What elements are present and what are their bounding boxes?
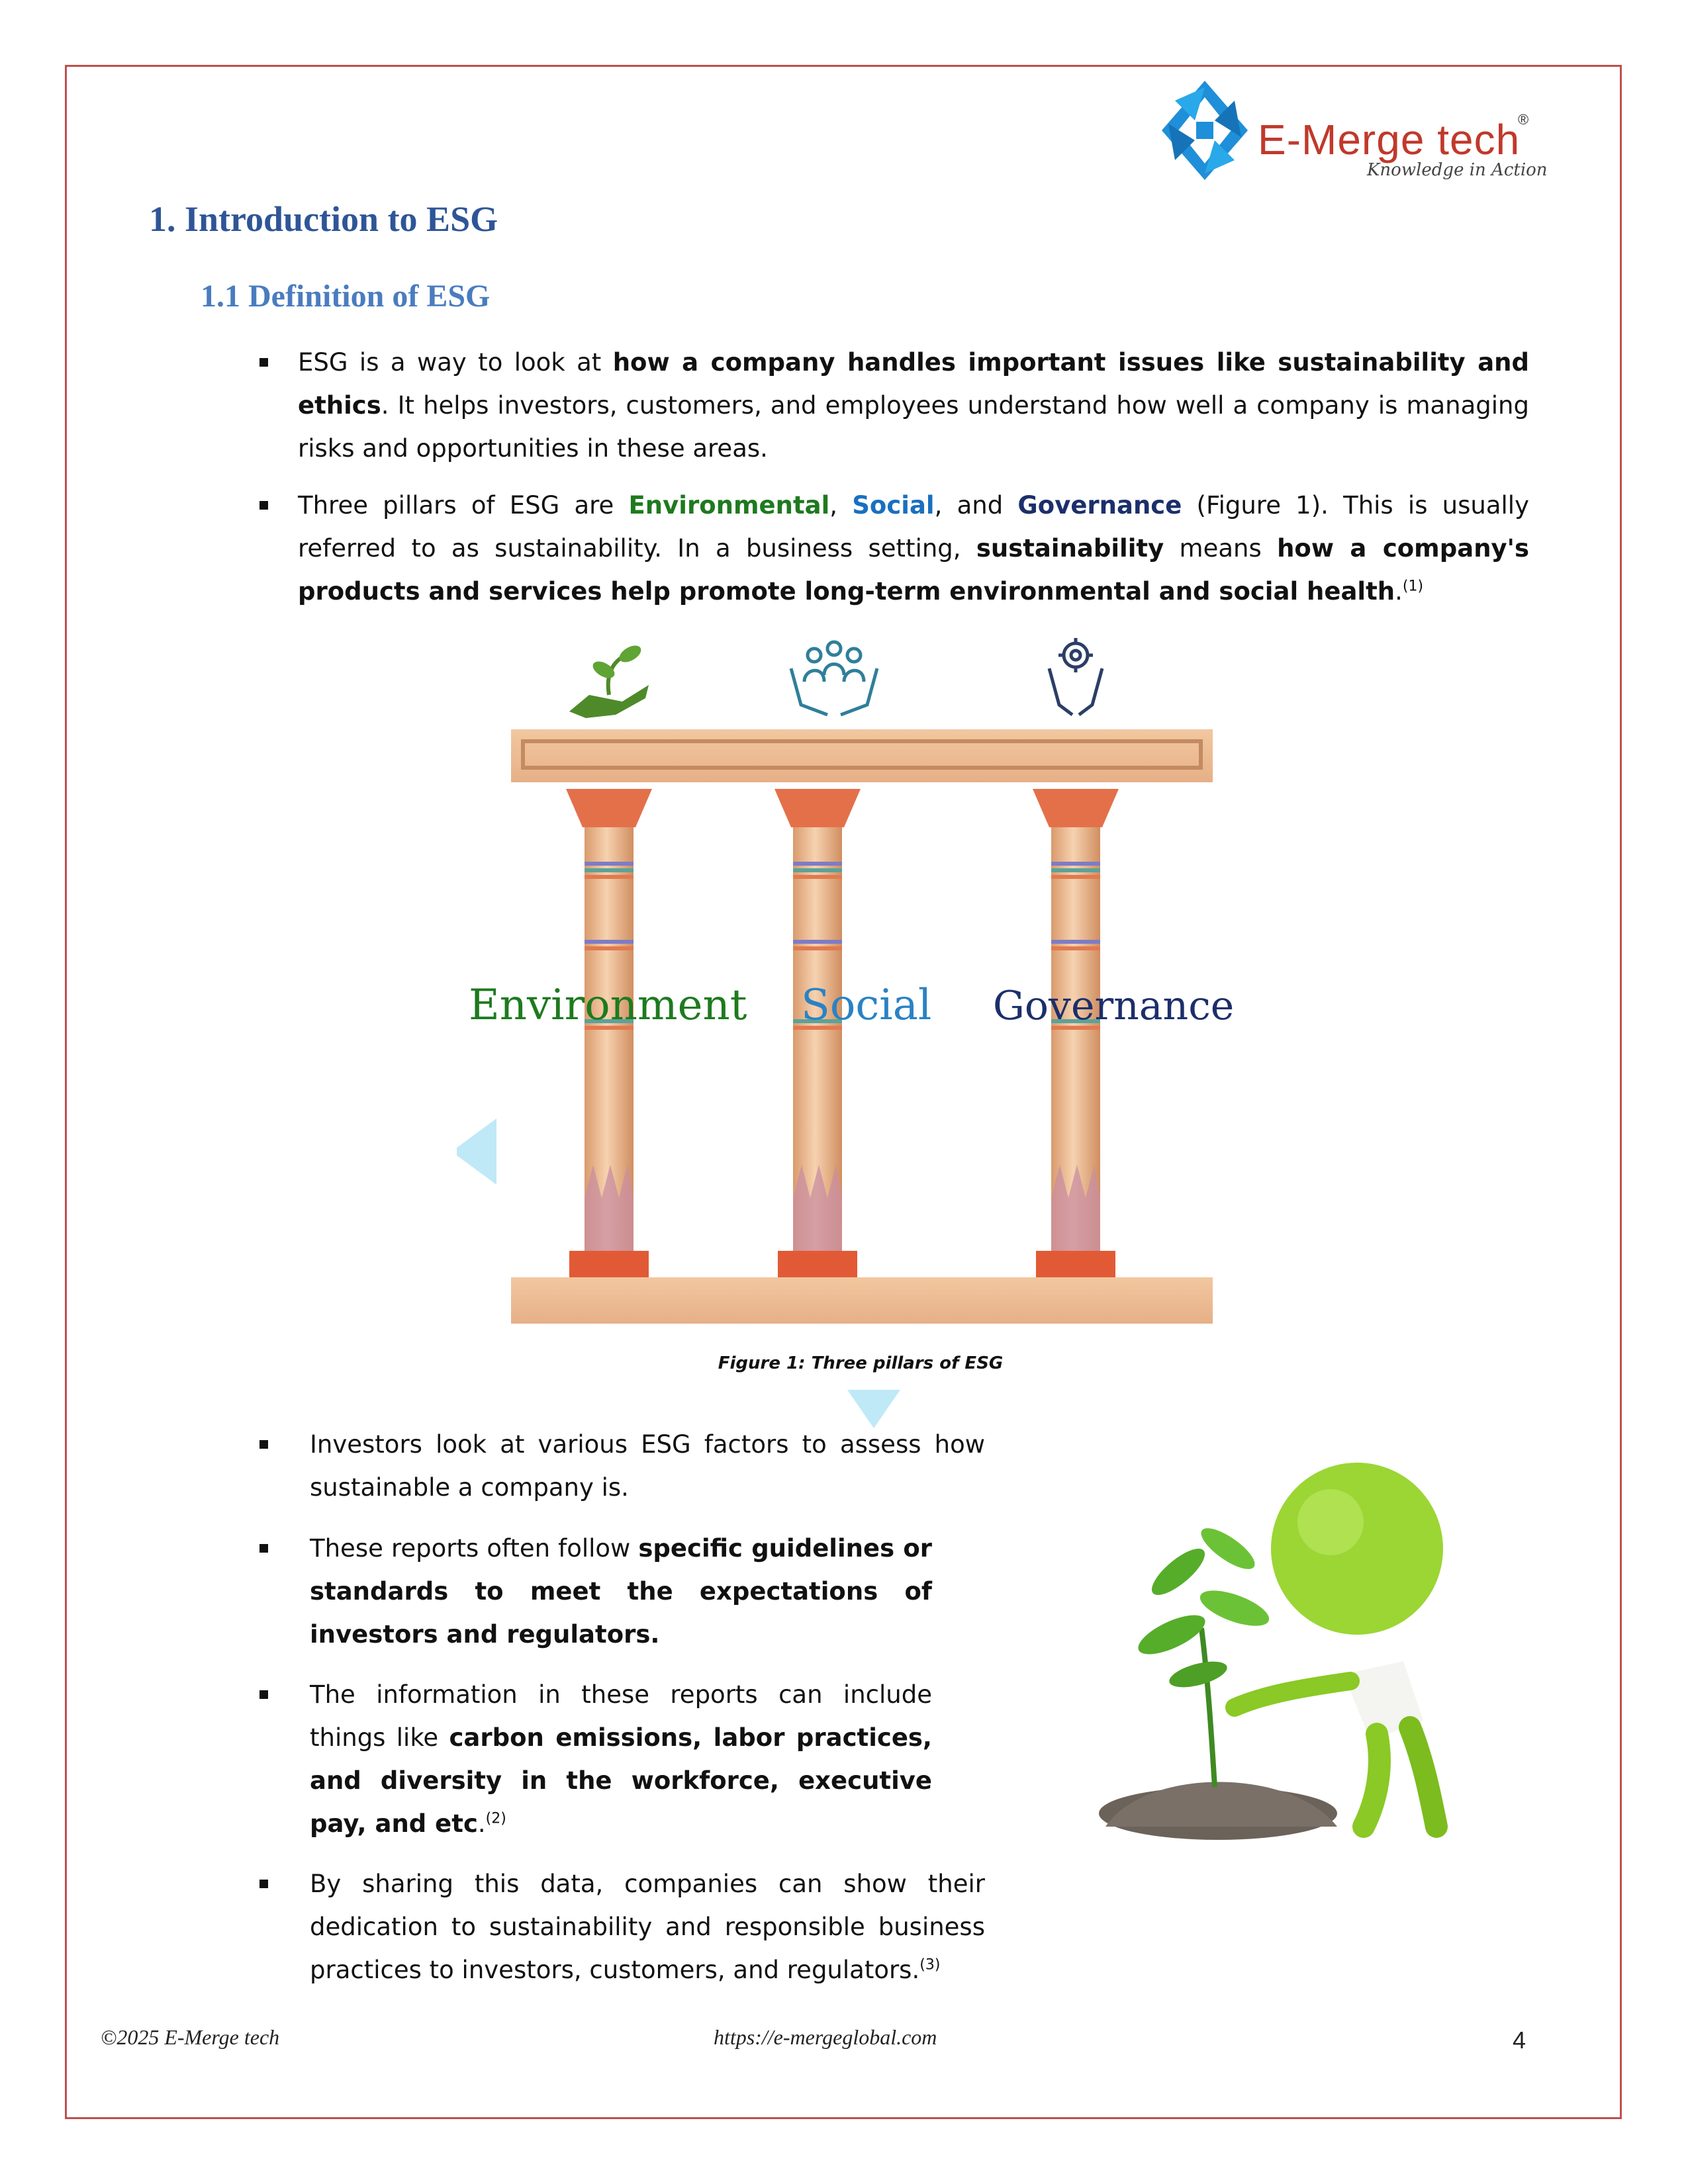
bullet-marker [259,1690,268,1699]
bullet-marker [259,1880,268,1888]
text: . [477,1809,486,1838]
emphasis: how a company's products and services help promote long-term environmental and social health [298,534,1529,606]
logo-mark-icon [1155,74,1254,187]
pillar-label-governance: Governance [993,983,1235,1029]
emphasis: sustainability [976,534,1164,563]
pillar-governance [1033,789,1119,1277]
text: ESG is a way to look at [298,348,613,377]
people-in-hands-icon [791,642,877,715]
pillar-label-social: Social [801,981,932,1030]
emphasis: how a company handles important issues like sustainability and ethics [298,348,1529,420]
bullet-sharing-data [310,1862,985,1991]
text: means [1164,534,1278,563]
governance-term: Governance [1017,491,1182,520]
reference: (1) [1402,578,1424,595]
footer-url[interactable]: https://e-mergeglobal.com [714,2025,937,2049]
bullet-investors [310,1423,985,1509]
text: The information in these reports can include things like [310,1680,932,1752]
text: Three pillars of ESG are [298,491,629,520]
footer-copyright: ©2025 E-Merge tech [101,2025,280,2049]
gear-in-hands-icon [1049,638,1102,715]
bullet-marker [259,358,268,367]
section-heading: 1. Introduction to ESG [149,199,498,239]
page-number: 4 [1513,2026,1526,2054]
environmental-term: Environmental [628,491,830,520]
text: , [829,491,853,520]
plant-in-hand-icon [569,642,649,718]
bullet-report-info [310,1673,932,1845]
bullet-marker [259,501,268,510]
pillar-label-environment: Environment [469,981,747,1030]
bullet-pillars [298,484,1529,613]
text: By sharing this data, companies can show their dedication to sustainability and responsible business practices to investors, customers, and regulators. [310,1870,985,1984]
logo-tagline: Knowledge in Action [1367,160,1548,180]
pillar-environment [566,789,652,1277]
text: , and [934,491,1018,520]
person-planting-sapling-image [1092,1456,1503,1866]
bullet-marker [259,1440,268,1449]
figure-caption: Figure 1: Three pillars of ESG [718,1353,1004,1373]
text: (Figure 1). This is usually referred to as sustainability. In a business setting, [298,491,1529,563]
text: Investors look at various ESG factors to assess how sustainable a company is. [310,1430,985,1502]
emphasis: specific guidelines or standards to meet the expectations of investors and regulators. [310,1534,932,1649]
bullet-definition [298,341,1529,470]
text: . [1395,577,1403,606]
logo-registered-mark: ® [1518,111,1529,128]
reference: (2) [485,1810,506,1827]
company-logo [1155,74,1566,193]
text: These reports often follow [310,1534,639,1563]
emphasis: carbon emissions, labor practices, and diversity in the workforce, executive pay, and etc [310,1723,932,1838]
esg-pillars-figure [457,629,1264,1343]
reference: (3) [919,1956,941,1974]
bullet-marker [259,1544,268,1553]
text: . It helps investors, customers, and employees understand how well a company is managing risks and opportunities in these areas. [298,391,1529,463]
bullet-guidelines [310,1527,932,1656]
pillar-social [774,789,861,1277]
logo-title: E-Merge tech [1258,116,1521,163]
pillars-illustration [457,629,1264,1343]
social-term: Social [852,491,935,520]
subsection-heading: 1.1 Definition of ESG [201,279,491,314]
